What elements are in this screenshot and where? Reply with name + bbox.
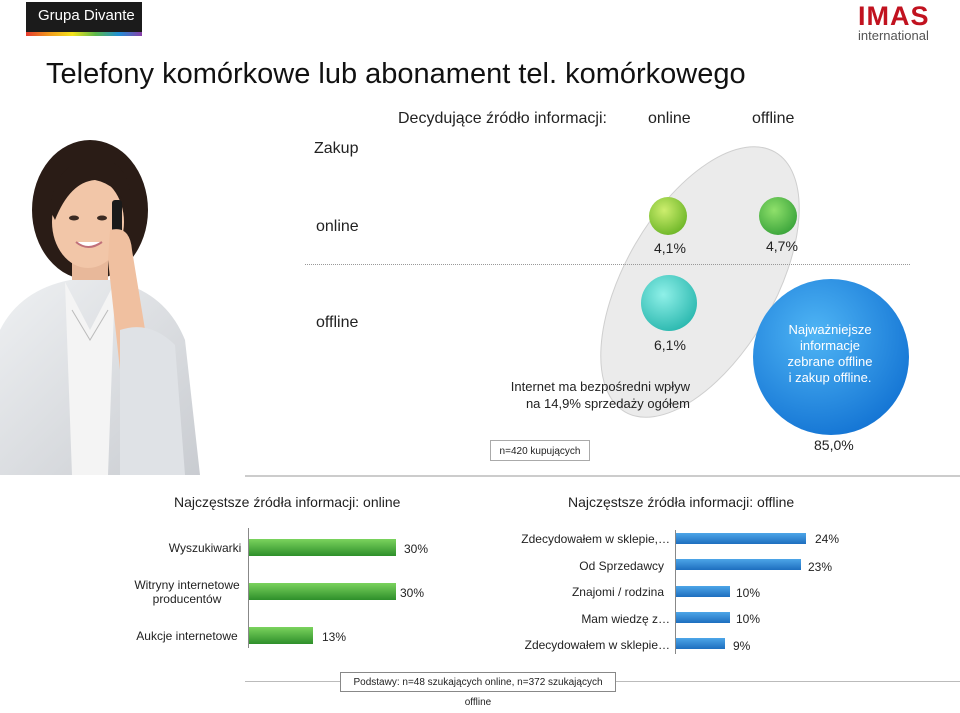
offline-category-label: Zdecydowałem w sklepie…	[524, 638, 670, 652]
offline-bar	[676, 533, 806, 544]
big-circle-note	[770, 322, 890, 386]
section-divider	[245, 475, 960, 477]
imas-logo	[858, 2, 953, 42]
value-offline-offline: 85,0%	[814, 437, 854, 453]
online-category-label: Witryny internetowe producentów	[134, 578, 240, 606]
grupa-divante-logo	[26, 2, 142, 36]
imas-logo-sub: international	[858, 28, 929, 43]
matrix-row-online: online	[316, 218, 359, 235]
footer-line-left	[245, 681, 340, 682]
offline-bar	[676, 638, 725, 649]
offline-category-label: Od Sprzedawcy	[579, 559, 664, 573]
online-sources-title: Najczęstsze źródła informacji: online	[174, 494, 401, 510]
footer-line-right	[616, 681, 960, 682]
offline-value-label: 24%	[815, 532, 840, 546]
offline-category-label: Znajomi / rodzina	[571, 585, 664, 599]
matrix-row-offline: offline	[316, 314, 359, 331]
value-online-offline: 4,7%	[766, 238, 798, 254]
big-circle-line: informacje	[800, 338, 860, 353]
online-value-label: 30%	[404, 542, 429, 556]
offline-category-label: Zdecydowałem w sklepie,…	[521, 532, 670, 546]
page-title: Telefony komórkowe lub abonament tel. komórkowego	[46, 58, 746, 90]
circle-offline-online	[640, 274, 698, 332]
value-offline-online: 6,1%	[654, 337, 686, 353]
grupa-divante-logo-text: Grupa Divante	[38, 7, 135, 24]
offline-bar	[676, 612, 730, 623]
offline-value-label: 9%	[733, 639, 751, 653]
online-category-label: Wyszukiwarki	[168, 541, 242, 555]
internet-impact-line1: Internet ma bezpośredni wpływ	[510, 379, 690, 394]
offline-sources-title: Najczęstsze źródła informacji: offline	[568, 494, 795, 510]
offline-category-label: Mam wiedzę z…	[581, 612, 670, 626]
imas-logo-brand: IMAS	[858, 1, 930, 31]
big-circle-line: zebrane offline	[787, 354, 873, 369]
offline-value-label: 10%	[736, 586, 761, 600]
online-value-label: 13%	[322, 630, 347, 644]
matrix-col-online: online	[648, 110, 691, 127]
sample-size-note: n=420 kupujących	[490, 440, 590, 461]
internet-impact-note	[490, 378, 690, 412]
online-bar	[249, 627, 313, 644]
online-value-label: 30%	[400, 586, 425, 600]
online-bar	[249, 539, 396, 556]
matrix-col-offline: offline	[752, 110, 795, 127]
sample-base-note: Podstawy: n=48 szukających online, n=372 szukających offline	[340, 672, 616, 692]
big-circle-line: Najważniejsze	[788, 322, 872, 337]
matrix-header-label: Decydujące źródło informacji:	[398, 110, 607, 127]
logo-color-bar	[26, 32, 142, 36]
circle-online-offline	[758, 196, 798, 236]
offline-value-label: 23%	[808, 560, 833, 574]
circle-online-online	[648, 196, 688, 236]
woman-on-phone-illustration	[0, 130, 240, 475]
value-online-online: 4,1%	[654, 240, 686, 256]
internet-impact-line2: na 14,9% sprzedaży ogółem	[525, 396, 690, 411]
offline-bar	[676, 559, 801, 570]
big-circle-line: i zakup offline.	[788, 370, 872, 385]
offline-value-label: 10%	[736, 612, 761, 626]
online-bar	[249, 583, 396, 600]
offline-bar	[676, 586, 730, 597]
matrix-row-title: Zakup	[314, 140, 359, 157]
matrix-row-divider	[305, 264, 910, 265]
online-category-label: Aukcje internetowe	[136, 629, 238, 643]
